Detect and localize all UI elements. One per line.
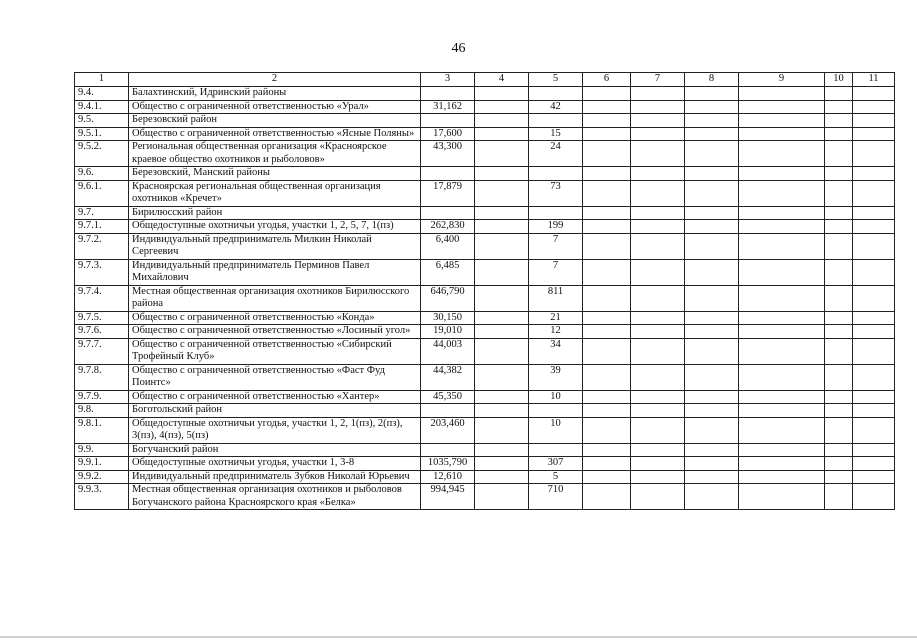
col8-cell xyxy=(685,87,739,101)
col6-cell xyxy=(583,100,631,114)
col5-cell: 34 xyxy=(529,338,583,364)
row-name-cell: Общедоступные охотничьи угодья, участки 1, 3-8 xyxy=(129,457,421,471)
table-row xyxy=(75,470,895,484)
col3-cell: 1035,790 xyxy=(421,457,475,471)
col10-cell xyxy=(825,141,853,167)
table-row xyxy=(75,180,895,206)
col10-cell xyxy=(825,114,853,128)
col7-cell xyxy=(631,417,685,443)
col5-cell: 10 xyxy=(529,417,583,443)
table-row xyxy=(75,338,895,364)
col11-cell xyxy=(853,443,895,457)
col3-cell: 646,790 xyxy=(421,285,475,311)
table-row xyxy=(75,233,895,259)
col8-cell xyxy=(685,325,739,339)
col4-cell xyxy=(475,285,529,311)
col3-cell: 44,382 xyxy=(421,364,475,390)
col8-cell xyxy=(685,180,739,206)
col5-cell: 10 xyxy=(529,390,583,404)
col6-cell xyxy=(583,114,631,128)
row-number-cell: 9.7.2. xyxy=(75,233,129,259)
col4-cell xyxy=(475,338,529,364)
col6-cell xyxy=(583,325,631,339)
col10-cell xyxy=(825,206,853,220)
col9-cell xyxy=(739,364,825,390)
row-number-cell: 9.8. xyxy=(75,404,129,418)
col6-cell xyxy=(583,127,631,141)
col6-cell xyxy=(583,364,631,390)
col4-cell xyxy=(475,180,529,206)
row-number-cell: 9.5.2. xyxy=(75,141,129,167)
column-header: 4 xyxy=(475,73,529,87)
row-number-cell: 9.7.8. xyxy=(75,364,129,390)
col8-cell xyxy=(685,364,739,390)
row-number-cell: 9.6.1. xyxy=(75,180,129,206)
col11-cell xyxy=(853,87,895,101)
col9-cell xyxy=(739,417,825,443)
row-number-cell: 9.4.1. xyxy=(75,100,129,114)
col10-cell xyxy=(825,390,853,404)
col4-cell xyxy=(475,100,529,114)
col3-cell: 12,610 xyxy=(421,470,475,484)
col5-cell xyxy=(529,443,583,457)
col6-cell xyxy=(583,141,631,167)
col11-cell xyxy=(853,338,895,364)
col3-cell: 6,485 xyxy=(421,259,475,285)
table-row xyxy=(75,259,895,285)
row-name-cell: Общество с ограниченной ответственностью «Ясные Поляны» xyxy=(129,127,421,141)
col7-cell xyxy=(631,206,685,220)
col8-cell xyxy=(685,311,739,325)
col7-cell xyxy=(631,404,685,418)
col4-cell xyxy=(475,259,529,285)
row-number-cell: 9.7.5. xyxy=(75,311,129,325)
table-row xyxy=(75,87,895,101)
col8-cell xyxy=(685,141,739,167)
row-name-cell: Индивидуальный предприниматель Милкин Николай Сергеевич xyxy=(129,233,421,259)
col3-cell xyxy=(421,167,475,181)
table-row xyxy=(75,141,895,167)
col8-cell xyxy=(685,338,739,364)
col11-cell xyxy=(853,364,895,390)
table-row xyxy=(75,285,895,311)
col9-cell xyxy=(739,470,825,484)
table-row xyxy=(75,167,895,181)
row-number-cell: 9.7.7. xyxy=(75,338,129,364)
col4-cell xyxy=(475,167,529,181)
col4-cell xyxy=(475,233,529,259)
col7-cell xyxy=(631,167,685,181)
col10-cell xyxy=(825,285,853,311)
col9-cell xyxy=(739,114,825,128)
col4-cell xyxy=(475,443,529,457)
row-name-cell: Индивидуальный предприниматель Зубков Николай Юрьевич xyxy=(129,470,421,484)
col7-cell xyxy=(631,311,685,325)
col7-cell xyxy=(631,457,685,471)
col6-cell xyxy=(583,311,631,325)
col8-cell xyxy=(685,233,739,259)
table-row xyxy=(75,311,895,325)
row-name-cell: Местная общественная организация охотников и рыболовов Богучанского района Красноярского края «Белка» xyxy=(129,484,421,510)
col11-cell xyxy=(853,141,895,167)
row-number-cell: 9.7.6. xyxy=(75,325,129,339)
col6-cell xyxy=(583,167,631,181)
column-header: 6 xyxy=(583,73,631,87)
col11-cell xyxy=(853,220,895,234)
col6-cell xyxy=(583,220,631,234)
row-name-cell: Общество с ограниченной ответственностью «Урал» xyxy=(129,100,421,114)
col6-cell xyxy=(583,443,631,457)
col8-cell xyxy=(685,127,739,141)
row-number-cell: 9.5. xyxy=(75,114,129,128)
col11-cell xyxy=(853,311,895,325)
col4-cell xyxy=(475,390,529,404)
col8-cell xyxy=(685,443,739,457)
table-row xyxy=(75,206,895,220)
col9-cell xyxy=(739,220,825,234)
col3-cell xyxy=(421,443,475,457)
col3-cell: 43,300 xyxy=(421,141,475,167)
col5-cell: 5 xyxy=(529,470,583,484)
row-number-cell: 9.4. xyxy=(75,87,129,101)
col8-cell xyxy=(685,100,739,114)
col6-cell xyxy=(583,206,631,220)
col9-cell xyxy=(739,457,825,471)
col8-cell xyxy=(685,404,739,418)
col7-cell xyxy=(631,87,685,101)
col5-cell xyxy=(529,114,583,128)
col7-cell xyxy=(631,484,685,510)
col7-cell xyxy=(631,233,685,259)
col7-cell xyxy=(631,390,685,404)
col4-cell xyxy=(475,141,529,167)
table-row xyxy=(75,127,895,141)
col10-cell xyxy=(825,457,853,471)
col11-cell xyxy=(853,417,895,443)
col9-cell xyxy=(739,180,825,206)
col8-cell xyxy=(685,285,739,311)
col8-cell xyxy=(685,457,739,471)
col7-cell xyxy=(631,443,685,457)
column-header: 8 xyxy=(685,73,739,87)
col4-cell xyxy=(475,457,529,471)
table-row xyxy=(75,443,895,457)
row-name-cell: Березовский, Манский районы xyxy=(129,167,421,181)
col10-cell xyxy=(825,87,853,101)
row-number-cell: 9.7. xyxy=(75,206,129,220)
col4-cell xyxy=(475,417,529,443)
col6-cell xyxy=(583,259,631,285)
col5-cell xyxy=(529,206,583,220)
col7-cell xyxy=(631,220,685,234)
col6-cell xyxy=(583,338,631,364)
col9-cell xyxy=(739,141,825,167)
col3-cell: 30,150 xyxy=(421,311,475,325)
col3-cell: 45,350 xyxy=(421,390,475,404)
row-name-cell: Балахтинский, Идринский районы xyxy=(129,87,421,101)
col9-cell xyxy=(739,206,825,220)
row-name-cell: Общество с ограниченной ответственностью «Лосиный угол» xyxy=(129,325,421,339)
col11-cell xyxy=(853,325,895,339)
col4-cell xyxy=(475,87,529,101)
col6-cell xyxy=(583,233,631,259)
col5-cell: 7 xyxy=(529,233,583,259)
col10-cell xyxy=(825,100,853,114)
col8-cell xyxy=(685,220,739,234)
col6-cell xyxy=(583,390,631,404)
col9-cell xyxy=(739,233,825,259)
table-row xyxy=(75,114,895,128)
table-row xyxy=(75,364,895,390)
col7-cell xyxy=(631,338,685,364)
col9-cell xyxy=(739,100,825,114)
col11-cell xyxy=(853,404,895,418)
row-name-cell: Березовский район xyxy=(129,114,421,128)
column-header: 11 xyxy=(853,73,895,87)
col7-cell xyxy=(631,100,685,114)
table-header-row xyxy=(75,73,895,87)
col8-cell xyxy=(685,484,739,510)
row-name-cell: Индивидуальный предприниматель Перминов Павел Михайлович xyxy=(129,259,421,285)
col10-cell xyxy=(825,417,853,443)
col3-cell: 17,600 xyxy=(421,127,475,141)
col8-cell xyxy=(685,114,739,128)
row-name-cell: Общедоступные охотничьи угодья, участки 1, 2, 5, 7, 1(пз) xyxy=(129,220,421,234)
row-number-cell: 9.9.2. xyxy=(75,470,129,484)
col9-cell xyxy=(739,127,825,141)
col6-cell xyxy=(583,404,631,418)
column-header: 9 xyxy=(739,73,825,87)
col11-cell xyxy=(853,457,895,471)
table-row xyxy=(75,390,895,404)
col4-cell xyxy=(475,206,529,220)
row-number-cell: 9.9.3. xyxy=(75,484,129,510)
col10-cell xyxy=(825,233,853,259)
col10-cell xyxy=(825,220,853,234)
col8-cell xyxy=(685,470,739,484)
data-table xyxy=(74,72,895,510)
row-number-cell: 9.7.1. xyxy=(75,220,129,234)
table-row xyxy=(75,220,895,234)
col11-cell xyxy=(853,470,895,484)
col4-cell xyxy=(475,470,529,484)
col10-cell xyxy=(825,167,853,181)
row-name-cell: Богучанский район xyxy=(129,443,421,457)
page-number: 46 xyxy=(451,41,466,56)
row-number-cell: 9.8.1. xyxy=(75,417,129,443)
col6-cell xyxy=(583,417,631,443)
col5-cell: 7 xyxy=(529,259,583,285)
col7-cell xyxy=(631,259,685,285)
col3-cell xyxy=(421,206,475,220)
col7-cell xyxy=(631,325,685,339)
col6-cell xyxy=(583,285,631,311)
row-number-cell: 9.9.1. xyxy=(75,457,129,471)
col5-cell: 73 xyxy=(529,180,583,206)
row-name-cell: Общество с ограниченной ответственностью «Конда» xyxy=(129,311,421,325)
col8-cell xyxy=(685,417,739,443)
col5-cell xyxy=(529,404,583,418)
col8-cell xyxy=(685,390,739,404)
col5-cell: 811 xyxy=(529,285,583,311)
col5-cell: 12 xyxy=(529,325,583,339)
row-name-cell: Общество с ограниченной ответственностью «Сибирский Трофейный Клуб» xyxy=(129,338,421,364)
col4-cell xyxy=(475,484,529,510)
col7-cell xyxy=(631,114,685,128)
col9-cell xyxy=(739,338,825,364)
column-header: 2 xyxy=(129,73,421,87)
col5-cell: 307 xyxy=(529,457,583,471)
row-name-cell: Общество с ограниченной ответственностью «Хантер» xyxy=(129,390,421,404)
col9-cell xyxy=(739,443,825,457)
col10-cell xyxy=(825,127,853,141)
table-row xyxy=(75,100,895,114)
col10-cell xyxy=(825,404,853,418)
col4-cell xyxy=(475,114,529,128)
col9-cell xyxy=(739,87,825,101)
row-name-cell: Местная общественная организация охотников Бирилюсского района xyxy=(129,285,421,311)
col8-cell xyxy=(685,259,739,285)
col10-cell xyxy=(825,364,853,390)
col8-cell xyxy=(685,167,739,181)
row-number-cell: 9.7.3. xyxy=(75,259,129,285)
col3-cell: 203,460 xyxy=(421,417,475,443)
col3-cell: 994,945 xyxy=(421,484,475,510)
col11-cell xyxy=(853,285,895,311)
col4-cell xyxy=(475,311,529,325)
col3-cell xyxy=(421,114,475,128)
col5-cell: 42 xyxy=(529,100,583,114)
col11-cell xyxy=(853,127,895,141)
col9-cell xyxy=(739,484,825,510)
scan-edge xyxy=(0,636,917,638)
col7-cell xyxy=(631,470,685,484)
col4-cell xyxy=(475,364,529,390)
col3-cell: 6,400 xyxy=(421,233,475,259)
col11-cell xyxy=(853,180,895,206)
col3-cell: 44,003 xyxy=(421,338,475,364)
row-name-cell: Региональная общественная организация «Красноярское краевое общество охотников и рыболовов» xyxy=(129,141,421,167)
col6-cell xyxy=(583,87,631,101)
column-header: 7 xyxy=(631,73,685,87)
col7-cell xyxy=(631,141,685,167)
col10-cell xyxy=(825,259,853,285)
col6-cell xyxy=(583,457,631,471)
col7-cell xyxy=(631,180,685,206)
col3-cell: 17,879 xyxy=(421,180,475,206)
col10-cell xyxy=(825,311,853,325)
col5-cell: 24 xyxy=(529,141,583,167)
col9-cell xyxy=(739,390,825,404)
row-name-cell: Бирилюсский район xyxy=(129,206,421,220)
col9-cell xyxy=(739,404,825,418)
col11-cell xyxy=(853,484,895,510)
col3-cell: 31,162 xyxy=(421,100,475,114)
col3-cell xyxy=(421,87,475,101)
col6-cell xyxy=(583,180,631,206)
col9-cell xyxy=(739,285,825,311)
col3-cell xyxy=(421,404,475,418)
col4-cell xyxy=(475,325,529,339)
col4-cell xyxy=(475,404,529,418)
col5-cell: 21 xyxy=(529,311,583,325)
table-row xyxy=(75,325,895,339)
col7-cell xyxy=(631,364,685,390)
col5-cell xyxy=(529,87,583,101)
row-number-cell: 9.7.4. xyxy=(75,285,129,311)
row-number-cell: 9.6. xyxy=(75,167,129,181)
col5-cell: 710 xyxy=(529,484,583,510)
col5-cell: 15 xyxy=(529,127,583,141)
col11-cell xyxy=(853,233,895,259)
col11-cell xyxy=(853,259,895,285)
col7-cell xyxy=(631,285,685,311)
col5-cell xyxy=(529,167,583,181)
row-name-cell: Красноярская региональная общественная организация охотников «Кречет» xyxy=(129,180,421,206)
col11-cell xyxy=(853,100,895,114)
col10-cell xyxy=(825,484,853,510)
col10-cell xyxy=(825,325,853,339)
col5-cell: 39 xyxy=(529,364,583,390)
row-name-cell: Боготольский район xyxy=(129,404,421,418)
col10-cell xyxy=(825,180,853,206)
col6-cell xyxy=(583,470,631,484)
table-row xyxy=(75,417,895,443)
row-number-cell: 9.9. xyxy=(75,443,129,457)
col3-cell: 262,830 xyxy=(421,220,475,234)
row-name-cell: Общество с ограниченной ответственностью «Фаст Фуд Поинтс» xyxy=(129,364,421,390)
col8-cell xyxy=(685,206,739,220)
col7-cell xyxy=(631,127,685,141)
col9-cell xyxy=(739,325,825,339)
col9-cell xyxy=(739,167,825,181)
col6-cell xyxy=(583,484,631,510)
column-header: 10 xyxy=(825,73,853,87)
table-row xyxy=(75,404,895,418)
column-header: 5 xyxy=(529,73,583,87)
col3-cell: 19,010 xyxy=(421,325,475,339)
column-header: 3 xyxy=(421,73,475,87)
row-number-cell: 9.7.9. xyxy=(75,390,129,404)
col5-cell: 199 xyxy=(529,220,583,234)
row-number-cell: 9.5.1. xyxy=(75,127,129,141)
col11-cell xyxy=(853,206,895,220)
row-name-cell: Общедоступные охотничьи угодья, участки 1, 2, 1(пз), 2(пз), 3(пз), 4(пз), 5(пз) xyxy=(129,417,421,443)
col10-cell xyxy=(825,443,853,457)
col11-cell xyxy=(853,114,895,128)
column-header: 1 xyxy=(75,73,129,87)
col11-cell xyxy=(853,167,895,181)
col9-cell xyxy=(739,259,825,285)
col10-cell xyxy=(825,470,853,484)
col4-cell xyxy=(475,220,529,234)
col9-cell xyxy=(739,311,825,325)
col11-cell xyxy=(853,390,895,404)
table-row xyxy=(75,484,895,510)
col10-cell xyxy=(825,338,853,364)
table-row xyxy=(75,457,895,471)
col4-cell xyxy=(475,127,529,141)
